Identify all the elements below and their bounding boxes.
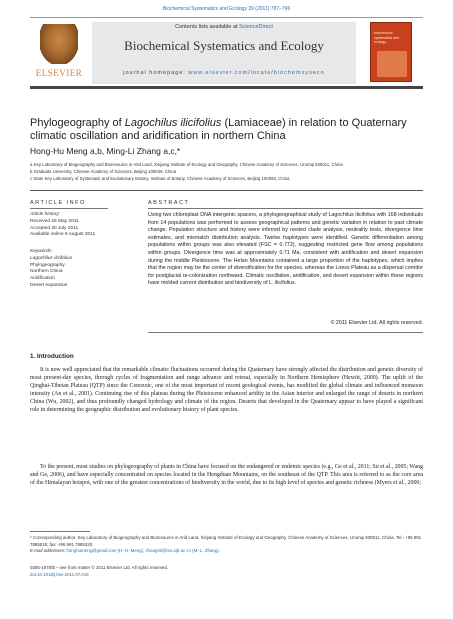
doi-link[interactable]: doi:10.1016/j.bse.2011.07.015 — [30, 571, 89, 577]
introduction-paragraph-1: It is now well appreciated that the remarkable climatic fluctuations occurred during the Quaternary have strongly affected the distribution and genetic diversity of most present-day species, through cycles of fragmentation and range advance and retreat, especially in Northern Hemisphere (Hewitt, 2000). The uplift of the Qinghai-Tibetan Plateau (QTP) since the Cenozoic, one of the most important of recent geological events, has modified the global climate and influenced monsoon intensity (An et al., 2001). Continuing rise of this plateau during the Pleistocene enhanced aridity in the Asian interior and enlarged the range of deserts in northern China (Wu, 2002), and thus profoundly changed hydrology and climate of the region. Deserts that developed in the Quaternary appear to have played a significant role in determining the geographic distribution and evolutionary history of plant species. — [30, 367, 423, 414]
keyword-item[interactable]: Lagochilus ilicifolius — [30, 255, 73, 261]
affiliation-b: b Graduate University, Chinese Academy of Sciences, Beijing 100049, China — [30, 169, 177, 174]
history-received: Received 25 May 2011 — [30, 218, 79, 224]
homepage-link[interactable]: www.elsevier.com/locate/biochemsyseco — [188, 70, 325, 76]
title-part2: (Lamiaceae) in relation to Quaternary climatic oscillation and aridification in northern China — [30, 117, 407, 142]
publisher-name: ELSEVIER — [35, 68, 83, 78]
journal-homepage — [92, 70, 356, 76]
journal-citation[interactable]: Biochemical Systematics and Ecology 39 (2011) 787–796 — [162, 6, 291, 12]
issn-line: 0305-1978/$ – see front matter © 2011 Elsevier Ltd. All rights reserved. — [30, 565, 169, 570]
introduction-paragraph-2: To the present, most studies on phylogeography of plants in China have focused on the endangered or endemic species (e.g., Ge et al., 2011; Su et al., 2005; Wang and Ge, 2006), and have especially concentrated on species located in the Hengduan Mountains, on the southeast of the QTP. This area is referred to as the core area of the Himalayan hotspot, with one of the greatest concentrations of biodiversity in the world, due to its high level of species and genetic richness (Myers et al., 2000; — [30, 464, 423, 487]
abstract-divider — [148, 208, 423, 209]
cover-artwork — [377, 51, 407, 77]
journal-cover[interactable] — [370, 22, 412, 82]
email-prefix: E-mail addresses: — [30, 548, 67, 553]
header-divider — [30, 190, 423, 191]
keywords-block — [30, 249, 130, 290]
email-line — [30, 548, 423, 555]
footnote — [30, 535, 423, 555]
article-title — [30, 117, 430, 143]
footnote-divider — [30, 531, 90, 532]
imprint — [30, 565, 280, 578]
contents-prefix: Contents lists available at — [175, 24, 239, 30]
email-links[interactable]: honghumeng@gmail.com (H.-H. Meng), zhangml@ms.xjb.ac.cn (M.-L. Zhang). — [66, 548, 220, 553]
article-info-divider — [30, 208, 108, 209]
history-online: Available online 9 August 2011 — [30, 232, 96, 238]
contents-line — [92, 24, 356, 30]
keywords-label: Keywords: — [30, 249, 53, 254]
article-history — [30, 212, 130, 239]
abstract-copyright: © 2011 Elsevier Ltd. All rights reserved. — [330, 320, 423, 326]
keyword-item[interactable]: Desert expansion — [30, 282, 68, 288]
journal-banner — [92, 22, 356, 84]
cover-title: biochemical systematics and ecology — [374, 31, 400, 44]
author-list[interactable]: Hong-Hu Meng a,b, Ming-Li Zhang a,c,* — [30, 146, 181, 156]
history-accepted: Accepted 30 July 2011 — [30, 225, 79, 231]
affiliations — [30, 161, 430, 182]
abstract-heading: ABSTRACT — [148, 200, 190, 206]
abstract-text: Using two chloroplast DNA intergenic spacers, a phylogeographical study of Lagochilus ilicifolius with 168 individuals from 14 populations was performed to assess geographical patterns and genetic variation in relation to past climate change. Population structure and history were inferred by nested clade analysis, neutrality tests, divergence time estimates, and mismatch distribution analysis. Twelve haplotypes were identified. Genetic differentiation among populations within groups was also elevated (FSC = 0.772), suggesting restricted gene flow among populations within groups. Divergence time was at approximately 0.71 Ma, consistent with aridification and desert expansion during the middle Pleistocene. The Helan Mountains contained a large proportion of the haplotypes, which implies that the region may be the center of diversification for the species, whereas the Loess Plateau as a dispersal corridor for postglacial re-colonization northward. Climatic oscillation, aridification, and desert expansion within these regions have molded current distribution and biodiversity of L. ilicifolius. — [148, 212, 423, 287]
affiliation-c: c State Key Laboratory of Systematic and Evolutionary Botany, Institute of Botany, Chinese Academy of Sciences, Beijing 100093, China — [30, 176, 290, 181]
keyword-item[interactable]: Phylogeography — [30, 262, 65, 268]
elsevier-logo[interactable] — [30, 22, 88, 84]
keyword-item[interactable]: Aridification — [30, 276, 55, 282]
journal-title: Biochemical Systematics and Ecology — [124, 38, 324, 53]
introduction-heading: 1. Introduction — [30, 353, 74, 360]
journal-header — [30, 17, 423, 89]
sciencedirect-link[interactable]: ScienceDirect — [238, 24, 273, 30]
title-part1: Phylogeography of — [30, 117, 125, 129]
corresponding-author-note: * Corresponding author. Key Laboratory of Biogeography and Bioresource in Arid Land, Xinjiang Institute of Ecology and Geography, Chinese Academy of Sciences, Urumqi 830011, China. Tel.: +86 991 7885515; fax: +86 991 7885320. — [30, 535, 422, 547]
affiliation-a: a Key Laboratory of Biogeography and Bioresource in Arid Land, Xinjiang Institute of Ecology and Geography, Chinese Academy of Sciences, Urumqi 830011, China — [30, 162, 343, 167]
title-species: Lagochilus ilicifolius — [124, 117, 222, 129]
homepage-prefix: journal homepage: — [123, 70, 189, 76]
article-info-heading: ARTICLE INFO — [30, 200, 86, 206]
abstract-bottom-divider — [148, 332, 423, 333]
keyword-item[interactable]: Northern China — [30, 269, 63, 275]
elsevier-tree-icon — [40, 24, 78, 64]
history-label: Article history: — [30, 212, 61, 217]
